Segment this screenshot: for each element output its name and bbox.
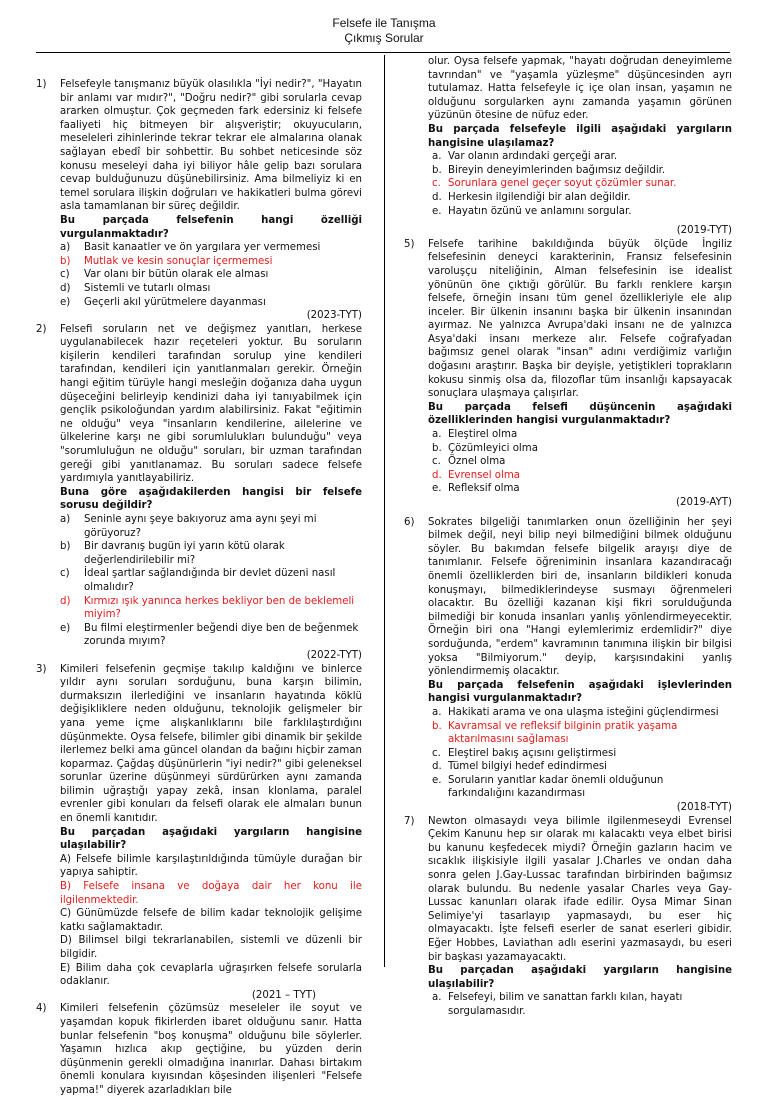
option[interactable]: [404, 991, 732, 1018]
question-year: (2019-AYT): [676, 497, 732, 508]
question-2: [36, 323, 362, 513]
option[interactable]: [36, 622, 362, 649]
option-text: Bireyin deneyimlerinden bağımsız değildir.: [448, 164, 666, 176]
option-text: Basit kanaatler ve ön yargılara yer vermemesi: [84, 242, 321, 254]
option-letter: d.: [432, 761, 442, 773]
question-number: 7): [404, 815, 415, 827]
option[interactable]: [404, 455, 732, 469]
question-prompt: Bu parçada felsefenin hangi özelliği vurgulanmaktadır?: [60, 214, 362, 240]
option-text: Mutlak ve kesin sonuçlar içermemesi: [84, 255, 273, 267]
option[interactable]: [404, 482, 732, 496]
option-correct[interactable]: [36, 255, 362, 269]
option-correct[interactable]: [404, 469, 732, 483]
option-letter: c): [60, 568, 70, 580]
option-text: Evrensel olma: [448, 469, 521, 481]
option[interactable]: [36, 282, 362, 296]
question-year: (2023-TYT): [306, 310, 362, 322]
option-letter: a.: [432, 151, 442, 163]
option-letter: A): [60, 853, 71, 865]
option[interactable]: [404, 442, 732, 456]
option-letter: B): [60, 881, 71, 893]
column-divider: [384, 55, 385, 967]
question-year: (2018-TYT): [676, 802, 732, 814]
option-text: Eleştirel olma: [448, 429, 518, 441]
question-text: Felsefe tarihine bakıldığında büyük ölçüde İngiliz felsefesinin deneyci karakterinin, Fransız felsefesinin varoluşçu niteliğinin, Alman felsefesinin ise idealist yönünün öne çıktığı görülür. Bu farklı renklere karşın felsefe, örneğin insanı tüm genel özellikleriyle ele alıp inceler. Bir ülkenin insanını başka bir ülkenin insanından ayırmaz. Ne yalnızca Avrupa'daki insanı ne de yalnızca Asya'daki insanı merkeze alır. Felsefe coğrafyadan bağımsız genel olarak "insan" adını verdiğimiz varlığın doğasını araştırır. Başka bir deyişle, yetiştikleri toprakların kokusu sinmiş olsa da, filozoflar tüm insanlığı kapsayacak sonuçlara ulaşmaya çalışırlar.: [428, 238, 732, 400]
option-text: Felsefe insana ve doğaya dair her konu ile ilgilenmektedir.: [60, 881, 362, 906]
option-letter: b): [60, 541, 71, 553]
option-correct[interactable]: [404, 720, 732, 747]
question-year: (2021 – TYT): [251, 989, 316, 1001]
option-correct[interactable]: [36, 595, 362, 622]
option[interactable]: [404, 428, 732, 442]
option-text: Bir davranış bugün iyi yarın kötü olarak değerlendirilebilir mi?: [84, 541, 285, 566]
option[interactable]: [36, 540, 362, 567]
question-number: 1): [36, 79, 47, 90]
option-letter: e): [60, 296, 71, 308]
option-letter: D): [60, 935, 72, 947]
page-subtitle: Çıkmış Sorular: [344, 31, 424, 45]
question-number: 4): [36, 1003, 47, 1015]
question-number: 5): [404, 238, 415, 250]
option-letter: a): [60, 514, 71, 525]
option[interactable]: [36, 567, 362, 594]
page-title: Felsefe ile Tanışma: [332, 16, 436, 30]
option[interactable]: [404, 706, 732, 720]
option-letter: c.: [432, 178, 441, 190]
option[interactable]: [36, 268, 362, 282]
option-text: Herkesin ilgilendiği bir alan değildir.: [448, 191, 631, 203]
option-correct[interactable]: [404, 177, 732, 191]
option-text: Tümel bilgiyi hedef edindirmesi: [448, 761, 608, 773]
option-text: Refleksif olma: [448, 483, 520, 495]
option-letter: c.: [432, 456, 441, 468]
option-text: İdeal şartlar sağlandığında bir devlet düzeni nasıl olmalıdır?: [84, 568, 336, 593]
question-text: Sokrates bilgeliği tanımlarken onun özelliğinin her şeyi bilmek değil, neyi bilip neyi bilmediğini bilmek olduğunu söyler. Bu bakımdan felsefe bilgelik arayışı diye de tanımlanır. Felsefe öğreniminin insanlara kazandıracağı önemli özelliklerden biri de, insanların bildikleri konuda konuşmayı, bilmediklerindeyse susmayı öğrenmeleri olacaktır. Bu özelliği kazanan kişi fikri sorulduğunda bilmediği bir konuda insanları yanlış yönlendirmeyecektir. Örneğin biri ona "Hangi eylemlerimiz erdemlidir?" diye sorduğunda, "erdem" kavramının tanımına ilişkin bir bilgisi yoksa "Bilmiyorum." deyip, karşısındakini yanlış yönlendirmemiş olacaktır.: [428, 516, 732, 678]
option[interactable]: [404, 150, 732, 164]
question-year: (2019-TYT): [676, 225, 732, 237]
option-letter: E): [60, 962, 71, 974]
option-text: Eleştirel bakış açısını geliştirmesi: [448, 747, 617, 759]
option-text: Hakikati arama ve ona ulaşma isteğini güçlendirmesi: [448, 706, 719, 718]
question-number: 2): [36, 323, 47, 335]
question-6: [404, 516, 732, 706]
option-letter: c): [60, 269, 70, 281]
left-column: [36, 78, 362, 1098]
option-text: Seninle aynı şeye bakıyoruz ama aynı şeyi mi görüyoruz?: [84, 514, 317, 539]
option-text: Geçerli akıl yürütmelere dayanması: [84, 296, 266, 308]
option[interactable]: [404, 205, 732, 219]
option-text: Var olanın ardındaki gerçeği arar.: [448, 151, 618, 163]
option-text: Kırmızı ışık yanınca herkes bekliyor ben de beklemeli miyim?: [84, 595, 355, 621]
option-text: Günümüzde felsefe de bilim kadar teknolojik gelişime katkı sağlamaktadır.: [60, 908, 362, 933]
question-prompt: Bu parçadan aşağıdaki yargıların hangisine ulaşılabilir?: [60, 826, 362, 852]
option-letter: b.: [432, 164, 442, 176]
question-text: Felsefi soruların net ve değişmez yanıtları, herkese uygulanabilecek hazır reçeteleri yoktur. Bu soruların kişilerin kendileri tarafından sorulup yine kendileri tarafından, kendileri için yanıtlanmaları gerekir. Örneğin hangi eğitim türüyle hangi mesleğin doğanıza daha uygun düşeceğini belirleyip kendinizi daha iyi tanıyabilmek için gençlik psikoloğundan yardım alabilirsiniz. Fakat "eğitimin ne olduğu" veya "insanların kendilerine, ailelerine ve ülkelerine karşı ne gibi sorumlulukları bulunduğu" veya "sorumluluğun ne olduğu" soruları, bir uzman tarafından gereği gibi yanıtlanamaz. Bu soruları sadece felsefe yardımıyla yanıtlayabiliriz.: [60, 323, 362, 485]
option-text: Bu filmi eleştirmenler beğendi diye ben de beğenmek zorunda mıyım?: [84, 622, 359, 648]
option-letter: d): [60, 595, 71, 607]
option-text: Sistemli ve tutarlı olması: [84, 282, 211, 294]
question-prompt: Bu parçada felsefi düşüncenin aşağıdaki özelliklerinden hangisi vurgulanmaktadır?: [428, 401, 732, 427]
question-prompt: Buna göre aşağıdakilerden hangisi bir felsefe sorusu değildir?: [60, 486, 362, 512]
question-number: 3): [36, 663, 47, 675]
option[interactable]: [404, 747, 732, 761]
option-letter: b.: [432, 720, 442, 732]
question-text: Kimileri felsefenin geçmişe takılıp kaldığını ve binlerce yıldır aynı soruları sorduğunu, buna karşın bilimin, durmaksızın ilerlediğini ve insanların hayatında köklü değişikliklere neden olduğunu, teknolojik gelişmeler bir yana yeme içme alışkanlıklarını bile farklılaştırdığını düşünmekte. Oysa felsefe, bilimler gibi dinamik bir şekilde ilerlemez belki ama güncel olandan da bağını hiçbir zaman koparmaz. Çağdaş düşünürlerin "iyi nedir?" gibi geleneksel sorunlar üzerine düşünmeyi sürdürürken aynı zamanda bilimin uğraştığı yapay zekâ, insan klonlama, paralel evrenler gibi konuları da felsefi olarak ele almaları bunun en önemli kanıtıdır.: [60, 663, 362, 825]
option-letter: d): [60, 282, 71, 294]
option[interactable]: [404, 164, 732, 178]
option[interactable]: [36, 853, 362, 880]
option-text: Felsefeyi, bilim ve sanattan farklı kılan, hayatı sorgulamasıdır.: [448, 992, 683, 1017]
document-header: [0, 16, 768, 46]
option-letter: c.: [432, 747, 441, 759]
option[interactable]: [36, 962, 362, 989]
question-year: (2022-TYT): [306, 649, 362, 661]
option-letter: d.: [432, 469, 442, 481]
question-text: Felsefeyle tanışmanız büyük olasılıkla "İyi nedir?", "Hayatın bir anlamı var mıdır?", "Doğru nedir?" gibi sorularla cevap ararken olmuştur. Çok geçmeden fark edersiniz ki felsefe faaliyeti hiç bitmeyen bir alışveriştir; okuyucuların, meseleleri zihinlerinde tekrar tekrar ele almalarına olanak sağlayan ebedî bir sohbettir. Bu sohbet neticesinde söz konusu meseleyi daha iyi biliyor hâle gelip bazı sorulara cevap bulduğunuzu düşünebilirsiniz. Ama bilmeliyiz ki en temel sorulara ilişkin doğruları ve hakikatleri bulma görevi asla tamamlanan bir süreç değildir.: [60, 79, 362, 213]
option-letter: e): [60, 622, 71, 634]
option-text: Çözümleyici olma: [448, 442, 538, 454]
question-prompt: Bu parçada felsefenin aşağıdaki işlevlerinden hangisi vurgulanmaktadır?: [428, 679, 732, 705]
option-letter: b.: [432, 442, 442, 454]
option-letter: C): [60, 908, 72, 920]
option-letter: a.: [432, 429, 442, 441]
option-text: Öznel olma: [448, 456, 506, 468]
question-prompt: Bu parçada felsefeyle ilgili aşağıdaki yargıların hangisine ulaşılamaz?: [428, 123, 732, 149]
option-letter: a): [60, 242, 71, 254]
option[interactable]: [404, 191, 732, 205]
option[interactable]: [404, 760, 732, 774]
option-letter: d.: [432, 191, 442, 203]
question-text: Newton olmasaydı veya bilimle ilgilenmeseydi Evrensel Çekim Kanunu hep sır olarak mı kalacaktı veya elbet birisi bu kanunu keşfedecek miydi? Örneğin gazların hacim ve sıcaklık ilişkisiyle ilgili yasalar J.Charles ve ondan daha sonra gelen J.Gay-Lussac tarafından birbirinden bağımsız olarak bulundu. Bu nedenle yasalar Charles veya Gay-Lussac kanunları olarak ifade edilir. Oysa Mimar Sinan Selimiye'yi tasarlayıp yapmasaydı, bu eser hiç olmayacaktı. İşte felsefi eserler de sanat eserleri gibidir. Eğer Hobbes, Laviathan adlı eserini yazmasaydı, bu eseri bir başkası yazamayacaktı.: [428, 815, 732, 963]
option[interactable]: [36, 907, 362, 934]
option-text: Soruların yanıtlar kadar önemli olduğunun farkındalığını kazandırması: [448, 774, 664, 800]
question-4-continued: [404, 55, 732, 150]
right-column: [404, 55, 732, 1019]
option-letter: e.: [432, 205, 442, 217]
question-prompt: Bu parçadan aşağıdaki yargıların hangisine ulaşılabilir?: [428, 965, 732, 990]
question-text: Kimileri felsefenin çözümsüz meseleler ile soyut ve yaşamdan kopuk fikirlerden ibaret olduğunu sanır. Hatta bunlar felsefenin "boş konuşma" olduğunu bile söylerler. Yaşamın hızlıca akıp geçtiğine, bu yüzden derin düşünmenin gerekli olmadığına inanırlar. Dahası birtakım önemli konulara kıyısından köşesinden ilişenleri "Felsefe yapma!" diyerek azarladıkları bile: [60, 1003, 362, 1096]
option-text: Hayatın özünü ve anlamını sorgular.: [448, 205, 632, 217]
question-7: [404, 815, 732, 992]
option-letter: b): [60, 255, 71, 267]
option[interactable]: [36, 241, 362, 255]
header-rule: [36, 52, 730, 53]
option[interactable]: [36, 934, 362, 961]
question-3: [36, 663, 362, 853]
option-letter: a.: [432, 992, 442, 1004]
question-5: [404, 238, 732, 428]
option-text: Kavramsal ve refleksif bilginin pratik yaşama aktarılmasını sağlaması: [448, 720, 678, 746]
option-text: Bilim daha çok cevaplarla uğraşırken felsefe sorularla odaklanır.: [60, 962, 362, 988]
option-letter: a.: [432, 706, 442, 718]
option-letter: e.: [432, 774, 442, 786]
option-text: Felsefe bilimle karşılaştırıldığında tümüyle durağan bir yapıya sahiptir.: [60, 853, 362, 879]
option-text: Bilimsel bilgi tekrarlanabilen, sistemli ve düzenli bir bilgidir.: [60, 935, 362, 960]
option-correct[interactable]: [36, 880, 362, 907]
question-4: [36, 1002, 362, 1097]
option-text: Sorunlara genel geçer soyut çözümler sunar.: [448, 178, 677, 190]
question-text: olur. Oysa felsefe yapmak, "hayatı doğrudan deneyimleme tavrından" ve "yaşamla yüzleşme" düşüncesinden ayrı tutulamaz. Hatta felsefeyle iç içe olan insan, yaşamın ne olduğunu sorgularken aynı zamanda yaşamın görünen yüzünün ötesine de nüfuz eder.: [428, 56, 732, 122]
option-text: Var olanı bir bütün olarak ele alması: [84, 269, 269, 281]
option-letter: e.: [432, 483, 442, 495]
option[interactable]: [36, 513, 362, 540]
question-1: [36, 78, 362, 241]
option[interactable]: [404, 774, 732, 801]
option[interactable]: [36, 296, 362, 310]
question-number: 6): [404, 516, 415, 528]
